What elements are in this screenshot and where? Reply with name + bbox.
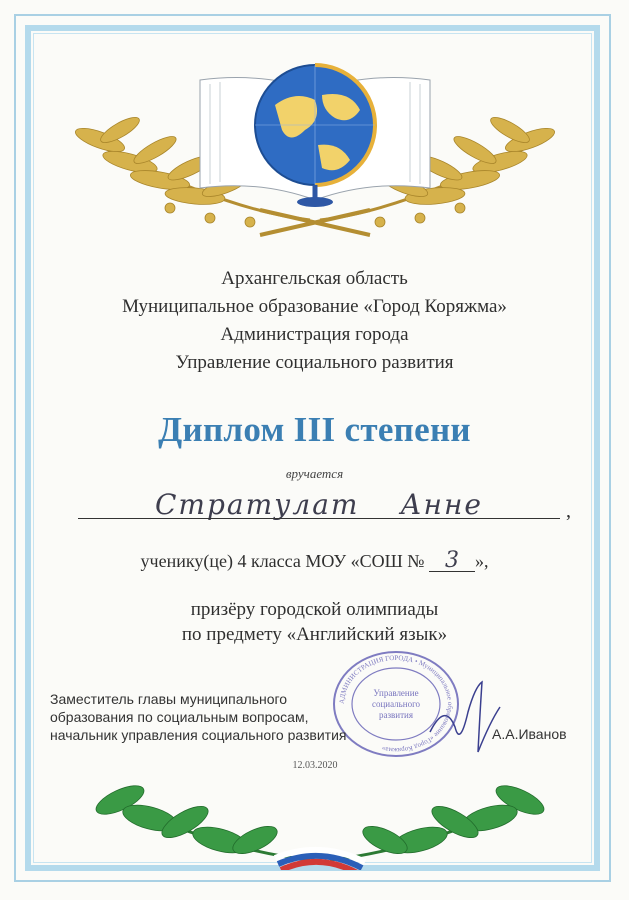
signatory-position	[50, 690, 370, 744]
awarded-label: вручается	[285, 466, 344, 481]
pupil-suffix: »,	[474, 551, 489, 571]
stamp-ring-text: АДМИНИСТРАЦИЯ ГОРОДА • Муниципальное образование «Город Коряжма»	[337, 653, 455, 755]
signatory-line-2: образования по социальным вопросам,	[50, 709, 309, 725]
reason-line-2: по предмету «Английский язык»	[181, 624, 448, 645]
recipient-comma: ,	[566, 500, 571, 522]
administration-line: Администрация города	[220, 324, 409, 345]
recipient-name: Стратулат Анне	[154, 488, 484, 521]
stamp-center-line-1: Управление	[373, 688, 419, 698]
signatory-line-1: Заместитель главы муниципального	[50, 691, 288, 707]
issue-date: 12.03.2020	[292, 760, 338, 771]
green-laurel-wreath	[70, 770, 570, 870]
diploma-title: Диплом III степени	[158, 410, 471, 449]
handwritten-signature	[420, 672, 510, 762]
reason-line-1: призёру городской олимпиады	[190, 599, 439, 620]
pupil-line	[40, 548, 589, 573]
stamp-center-line-3: развития	[378, 710, 414, 720]
signatory-name: А.А.Иванов	[492, 726, 567, 742]
department-line: Управление социального развития	[175, 352, 454, 373]
school-number: 3	[429, 551, 475, 572]
stamp-center-line-2: социального	[371, 699, 421, 709]
globe-book-emblem	[60, 50, 570, 250]
municipality-line: Муниципальное образование «Город Коряжма»	[122, 296, 507, 317]
pupil-prefix: ученику(це) 4 класса МОУ «СОШ №	[140, 551, 425, 571]
recipient-name-underline	[78, 518, 560, 519]
region-line: Архангельская область	[221, 268, 408, 289]
signatory-line-3: начальник управления социального развития	[50, 727, 347, 743]
